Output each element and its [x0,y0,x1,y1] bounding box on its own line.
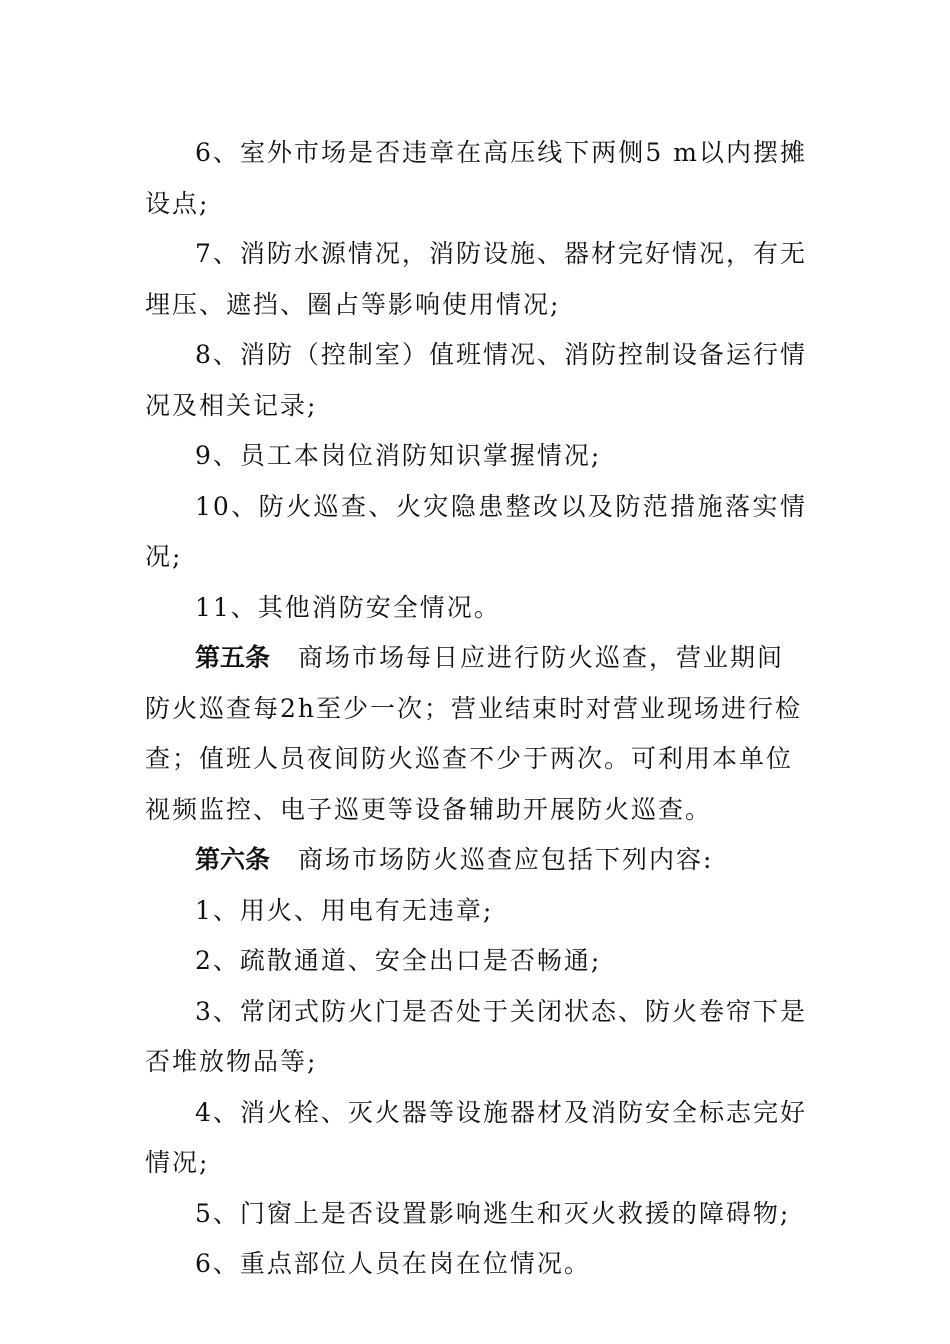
list-item: 11、其他消防安全情况。 [195,592,501,622]
list-item: 8、消防（控制室）值班情况、消防控制设备运行情况及相关记录; [145,340,807,420]
list-item: 7、消防水源情况，消防设施、器材完好情况，有无埋压、遮挡、圈占等影响使用情况; [145,239,807,319]
list-item: 2、疏散通道、安全出口是否畅通; [195,946,602,975]
article-6-text: 商场市场防火巡查应包括下列内容: [298,845,714,874]
list-item: 6、重点部位人员在岗在位情况。 [195,1249,591,1278]
list-item: 3、常闭式防火门是否处于关闭状态、防火卷帘下是否堆放物品等; [145,996,807,1076]
article-5-text: 商场市场每日应进行防火巡查，营业期间防火巡查每2h至少一次；营业结束时对营业现场进行检查；值班人员夜间防火巡查不少于两次。可利用本单位视频监控、电子巡更等设备辅助开展防火巡查。 [145,643,803,824]
article-6-number: 第六条 [195,845,271,874]
document-body [145,128,807,1290]
article-5 [145,633,807,835]
list-item: 6、室外市场是否违章在高压线下两侧5 m以内摆摊设点; [145,138,807,218]
list-item: 10、防火巡查、火灾隐患整改以及防范措施落实情况; [145,491,807,571]
list-item: 1、用火、用电有无违章; [195,895,494,925]
list-item: 4、消火栓、灭火器等设施器材及消防安全标志完好情况; [145,1097,807,1177]
list-item: 5、门窗上是否设置影响逃生和灭火救援的障碍物; [195,1198,791,1228]
article-6 [145,835,807,886]
article-5-number: 第五条 [195,643,271,672]
list-item: 9、员工本岗位消防知识掌握情况; [195,441,602,470]
